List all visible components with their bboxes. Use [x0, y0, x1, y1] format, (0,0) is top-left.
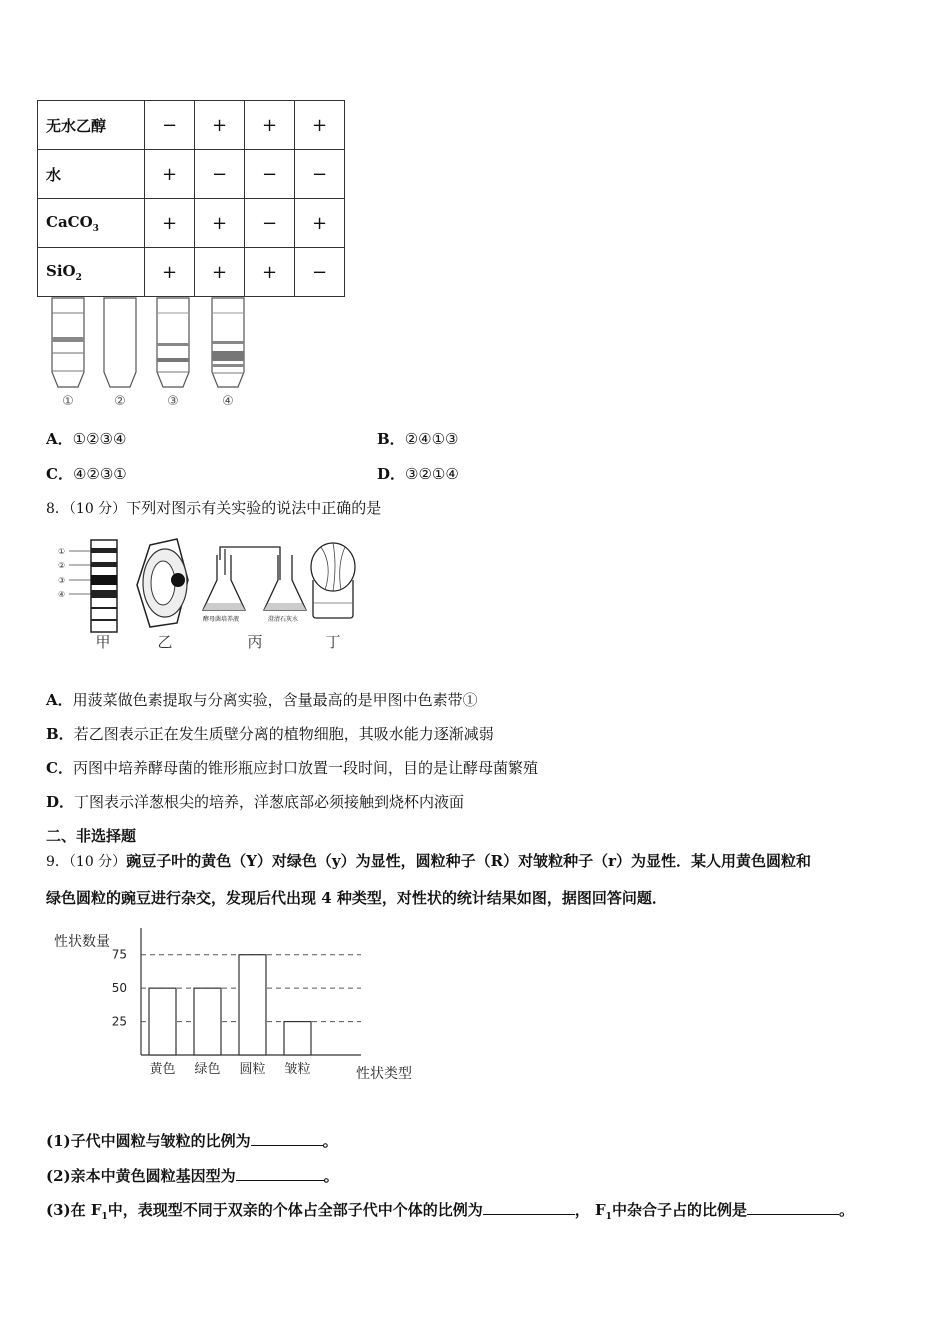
- row-label: CaCO$_3$: [38, 199, 145, 248]
- table-cell: −: [245, 150, 295, 199]
- band-label: ①: [58, 547, 66, 556]
- table-row: [38, 150, 345, 199]
- bar-圆粒: [239, 955, 266, 1055]
- figure-label: 甲: [95, 633, 111, 651]
- table-cell: +: [195, 248, 245, 297]
- tube-1: [52, 298, 84, 387]
- table-row: [38, 101, 345, 150]
- q8-option-a: A．用菠菜做色素提取与分离实验，含量最高的是甲图中色素带①: [46, 691, 478, 709]
- tube-2: [104, 298, 136, 387]
- section-heading: 二、非选择题: [46, 827, 137, 845]
- q9-sub3: (3)在 $F_1$中，表现型不同于双亲的个体占全部子代中个体的比例为 ， $F_1$中杂合子占的比例是 。: [46, 1201, 854, 1222]
- chromatography-tubes-figure: [40, 295, 270, 410]
- tube-4: [212, 298, 244, 387]
- bar-皱粒: [284, 1022, 311, 1055]
- q9-sub1: (1)子代中圆粒与皱粒的比例为 。: [46, 1132, 338, 1150]
- q7-option-a: A．①②③④: [46, 430, 127, 448]
- row-label: 无水乙醇: [38, 101, 145, 150]
- chart-ylabel: 性状数量: [54, 934, 110, 950]
- y-tick-label: 25: [111, 1014, 127, 1029]
- table-cell: −: [295, 150, 345, 199]
- band-label: ③: [58, 576, 66, 585]
- x-tick-label: 黄色: [149, 1062, 176, 1077]
- x-tick-label: 圆粒: [239, 1062, 266, 1077]
- trait-bar-chart: [46, 920, 426, 1090]
- q8-option-d: D．丁图表示洋葱根尖的培养，洋葱底部必须接触到烧杯内液面: [46, 793, 465, 811]
- figure-label: 丙: [247, 633, 263, 651]
- figure-label: 乙: [157, 633, 173, 651]
- q8-stem: 8．（10 分）下列对图示有关实验的说法中正确的是: [46, 499, 382, 517]
- figure-bing-flasks: [203, 547, 306, 623]
- tube-label: ②: [114, 394, 126, 409]
- answer-blank[interactable]: [251, 1131, 323, 1146]
- table-cell: +: [245, 248, 295, 297]
- chart-xlabel: 性状类型: [356, 1066, 412, 1082]
- bar-黄色: [149, 988, 176, 1055]
- figure-yi-cell: [137, 539, 188, 627]
- figure-label: 丁: [325, 633, 341, 651]
- table-cell: +: [295, 199, 345, 248]
- row-label: SiO$_2$: [38, 248, 145, 297]
- band-label: ②: [58, 561, 66, 570]
- answer-blank[interactable]: [747, 1200, 839, 1215]
- tube-3: [157, 298, 189, 387]
- tube-label: ④: [222, 394, 234, 409]
- figure-ding-onion: [311, 543, 355, 618]
- table-cell: −: [295, 248, 345, 297]
- table-row: [38, 248, 345, 297]
- q8-option-c: C．丙图中培养酵母菌的锥形瓶应封口放置一段时间，目的是让酵母菌繁殖: [46, 759, 538, 777]
- table-cell: +: [295, 101, 345, 150]
- flask1-label: 酵母菌培养液: [202, 616, 240, 623]
- answer-blank[interactable]: [483, 1200, 575, 1215]
- tube-label: ①: [62, 394, 74, 409]
- table-cell: +: [145, 150, 195, 199]
- bar-绿色: [194, 988, 221, 1055]
- table-cell: +: [195, 101, 245, 150]
- table-cell: −: [245, 199, 295, 248]
- y-tick-label: 75: [111, 947, 127, 962]
- answer-blank[interactable]: [236, 1166, 324, 1181]
- q7-option-d: D．③②①④: [377, 465, 459, 483]
- table-cell: +: [145, 199, 195, 248]
- q9-sub2: (2)亲本中黄色圆粒基因型为 。: [46, 1167, 339, 1185]
- table-cell: +: [145, 248, 195, 297]
- table-cell: −: [145, 101, 195, 150]
- q7-option-b: B．②④①③: [377, 430, 459, 448]
- q8-figure: [55, 535, 375, 655]
- x-tick-label: 绿色: [194, 1062, 221, 1077]
- flask2-label: 澄清石灰水: [267, 616, 299, 623]
- q9-stem-line1: 9．（10 分）豌豆子叶的黄色（Y）对绿色（y）为显性，圆粒种子（R）对皱粒种子（r）为显性．某人用黄色圆粒和: [46, 852, 811, 870]
- table-cell: −: [195, 150, 245, 199]
- reagent-table: [37, 100, 345, 297]
- q7-option-c: C．④②③①: [46, 465, 127, 483]
- table-cell: +: [195, 199, 245, 248]
- figure-jia-strip: [58, 540, 117, 632]
- x-tick-label: 皱粒: [284, 1062, 311, 1077]
- row-label: 水: [38, 150, 145, 199]
- table-row: [38, 199, 345, 248]
- table-cell: +: [245, 101, 295, 150]
- y-tick-label: 50: [111, 981, 127, 996]
- q9-stem-line2: 绿色圆粒的豌豆进行杂交，发现后代出现 4 种类型，对性状的统计结果如图，据图回答问题．: [46, 889, 667, 907]
- band-label: ④: [58, 590, 66, 599]
- q8-option-b: B．若乙图表示正在发生质壁分离的植物细胞，其吸水能力逐渐减弱: [46, 725, 494, 743]
- tube-label: ③: [167, 394, 179, 409]
